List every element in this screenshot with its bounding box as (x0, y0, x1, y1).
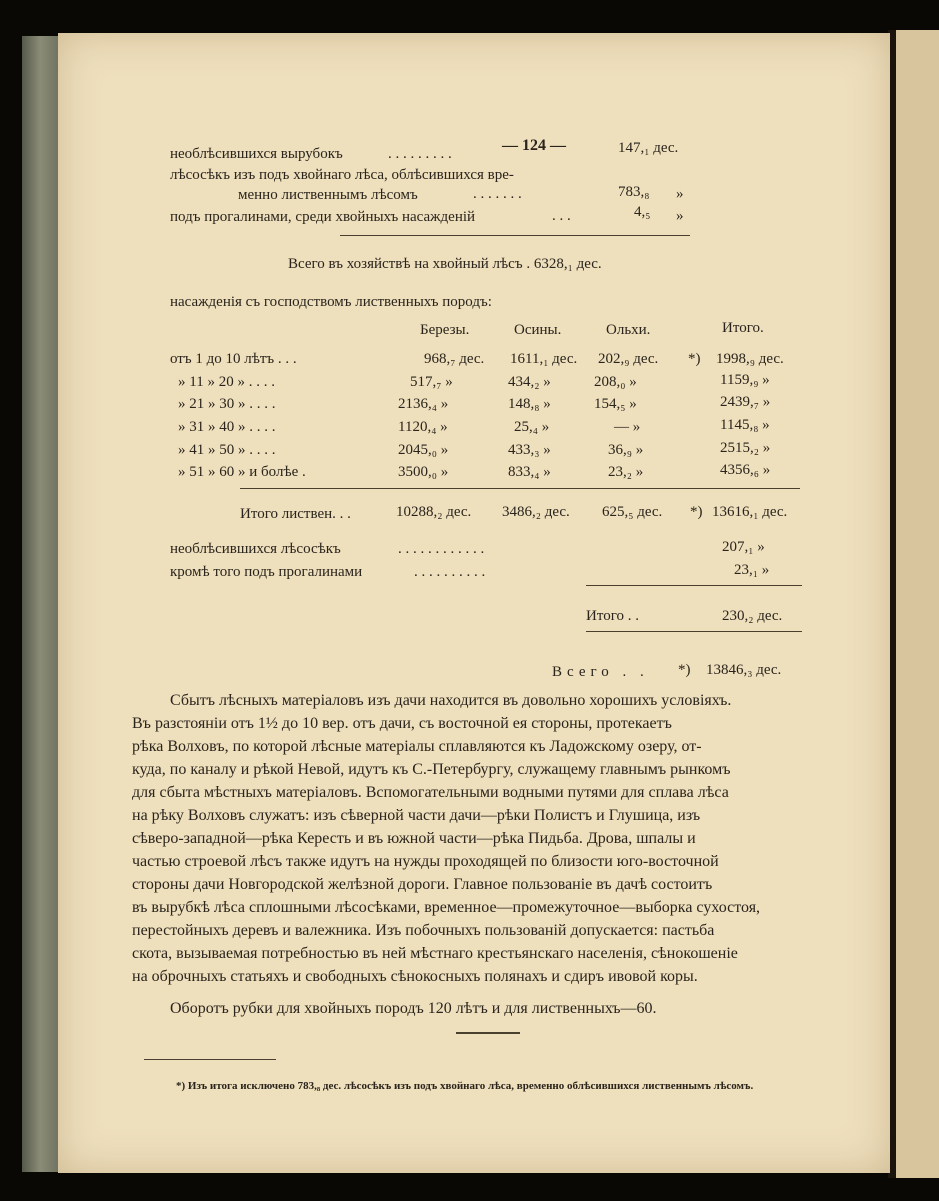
footnote-text: *) Изъ итога исключено 783,₈ дес. лѣсосѣкъ изъ подъ хвойнаго лѣса, временно облѣсившихся лиственнымъ лѣсомъ. (176, 1080, 754, 1092)
ditto-mark: » (676, 208, 684, 224)
line-dots: . . . . . . . . . (388, 146, 452, 162)
row-aspen: 434,₂ » (508, 374, 551, 390)
paragraph-line: на оброчныхъ статьяхъ и свободныхъ сѣнокосныхъ полянахъ и сдиръ ивовой коры. (132, 968, 698, 985)
row-birch: 517,₇ » (410, 374, 453, 390)
row-age-range: отъ 1 до 10 лѣтъ . . . (170, 351, 297, 367)
line-value: 207,₁ » (722, 539, 765, 555)
paragraph-line: для сбыта мѣстныхъ матеріаловъ. Вспомогательными водными путями для сплава лѣса (132, 784, 729, 801)
rotation-line: Оборотъ рубки для хвойныхъ породъ 120 лѣтъ и для лиственныхъ—60. (170, 1000, 657, 1017)
total-conifer: Всего въ хозяйствѣ на хвойный лѣсъ . 6328,₁ дес. (288, 256, 602, 272)
paragraph-line: скота, вызываемая потребностью въ ней мѣстнаго крестьянскаго населенія, сѣнокошеніе (132, 945, 738, 962)
paragraph-line: куда, по каналу и рѣкой Невой, идутъ къ С.-Петербургу, служащему главнымъ рынкомъ (132, 761, 731, 778)
header-aspen: Осины. (514, 322, 562, 338)
footnote-rule (144, 1059, 276, 1060)
line-dots: . . . (552, 208, 571, 224)
paragraph-line: рѣка Волховъ, по которой лѣсные матеріалы сплавляются къ Ладожскому озеру, от- (132, 738, 702, 755)
row-total: 1159,₉ » (720, 372, 770, 388)
footnote-marker: *) (678, 662, 691, 678)
page-number: — 124 — (502, 137, 566, 154)
paragraph-line: въ вырубкѣ лѣса сплошными лѣсосѣками, временное—промежуточное—выборка сухостоя, (132, 899, 761, 916)
row-total: 4356,₆ » (720, 462, 771, 478)
row-birch: 968,₇ дес. (424, 351, 485, 367)
row-birch: 1120,₄ » (398, 419, 448, 435)
total-row-label: Итого листвен. . . (240, 506, 351, 522)
row-alder: 154,₅ » (594, 396, 637, 412)
paragraph-line: Въ разстояніи отъ 1½ до 10 вер. отъ дачи, съ восточной ея стороны, протекаетъ (132, 715, 672, 732)
row-age-range: » 31 » 40 » . . . . (178, 419, 276, 435)
line-value: 783,₈ (618, 184, 650, 200)
deciduous-heading: насажденія съ господствомъ лиственныхъ породъ: (170, 294, 492, 310)
row-aspen: 148,₈ » (508, 396, 551, 412)
header-total: Итого. (722, 320, 764, 336)
row-birch: 2136,₄ » (398, 396, 449, 412)
row-birch: 3500,₀ » (398, 464, 449, 480)
line-label: необлѣсившихся вырубокъ (170, 146, 343, 162)
row-alder: 208,₀ » (594, 374, 637, 390)
paragraph-line: частью строевой лѣсъ также идутъ на нужды проходящей по близости юго-восточной (132, 853, 719, 870)
line-dots: . . . . . . . . . . . . (398, 541, 485, 557)
book-page (58, 33, 890, 1173)
row-alder: 202,₉ дес. (598, 351, 659, 367)
line-label: кромѣ того подъ прогалинами (170, 564, 363, 580)
line-dots: . . . . . . . (473, 186, 522, 202)
total-aspen: 3486,₂ дес. (502, 504, 570, 520)
sum-rule (586, 631, 802, 632)
footnote-marker: *) (690, 504, 703, 520)
row-total: 1998,₉ дес. (716, 351, 784, 367)
row-alder: 23,₂ » (608, 464, 644, 480)
row-age-range: » 11 » 20 » . . . . (178, 374, 275, 390)
paragraph-line: Сбытъ лѣсныхъ матеріаловъ изъ дачи находится въ довольно хорошихъ условіяхъ. (170, 692, 732, 709)
row-age-range: » 21 » 30 » . . . . (178, 396, 276, 412)
row-aspen: 1611,₁ дес. (510, 351, 578, 367)
row-birch: 2045,₀ » (398, 442, 449, 458)
table-sum-rule (240, 488, 800, 489)
grand-total-value: 13846,₃ дес. (706, 662, 782, 678)
book-spine-edge (22, 36, 62, 1172)
row-total: 1145,₈ » (720, 417, 770, 433)
row-total: 2515,₂ » (720, 440, 771, 456)
line-value: 4,₅ (634, 204, 651, 220)
sum-rule (586, 585, 802, 586)
sum-rule (340, 235, 690, 236)
total-birch: 10288,₂ дес. (396, 504, 472, 520)
section-divider (456, 1032, 520, 1034)
total-all: 13616,₁ дес. (712, 504, 788, 520)
ditto-mark: » (676, 186, 684, 202)
line-label: менно лиственнымъ лѣсомъ (238, 187, 418, 203)
line-label: необлѣсившихся лѣсосѣкъ (170, 541, 341, 557)
row-age-range: » 41 » 50 » . . . . (178, 442, 276, 458)
row-total: 2439,₇ » (720, 394, 771, 410)
line-label: лѣсосѣкъ изъ подъ хвойнаго лѣса, облѣсившихся вре- (170, 167, 514, 183)
subtotal-value: 230,₂ дес. (722, 608, 783, 624)
paragraph-line: сѣверо-западной—рѣка Кересть и въ южной части—рѣка Пидьба. Дрова, шпалы и (132, 830, 696, 847)
footnote-marker: *) (688, 351, 701, 367)
next-page-edge (896, 30, 939, 1178)
row-age-range: » 51 » 60 » и болѣе . (178, 464, 306, 480)
line-value: 23,₁ » (734, 562, 770, 578)
subtotal-label: Итого . . (586, 608, 639, 624)
total-alder: 625,₅ дес. (602, 504, 663, 520)
row-alder: 36,₉ » (608, 442, 644, 458)
row-aspen: 25,₄ » (514, 419, 550, 435)
paragraph-line: стороны дачи Новгородской желѣзной дороги. Главное пользованіе въ дачѣ состоитъ (132, 876, 713, 893)
row-aspen: 833,₄ » (508, 464, 551, 480)
row-alder: — » (614, 419, 641, 435)
paragraph-line: перестойныхъ деревъ и валежника. Изъ побочныхъ пользованій допускается: пастьба (132, 922, 715, 939)
header-birch: Березы. (420, 322, 470, 338)
paragraph-line: на рѣку Волховъ служатъ: изъ сѣверной части дачи—рѣки Полистъ и Глушица, изъ (132, 807, 701, 824)
line-value: 147,₁ дес. (618, 140, 679, 156)
row-aspen: 433,₃ » (508, 442, 551, 458)
line-label: подъ прогалинами, среди хвойныхъ насажденій (170, 209, 476, 225)
header-alder: Ольхи. (606, 322, 651, 338)
grand-total-label: Всего . . (552, 664, 649, 680)
line-dots: . . . . . . . . . . (414, 564, 486, 580)
